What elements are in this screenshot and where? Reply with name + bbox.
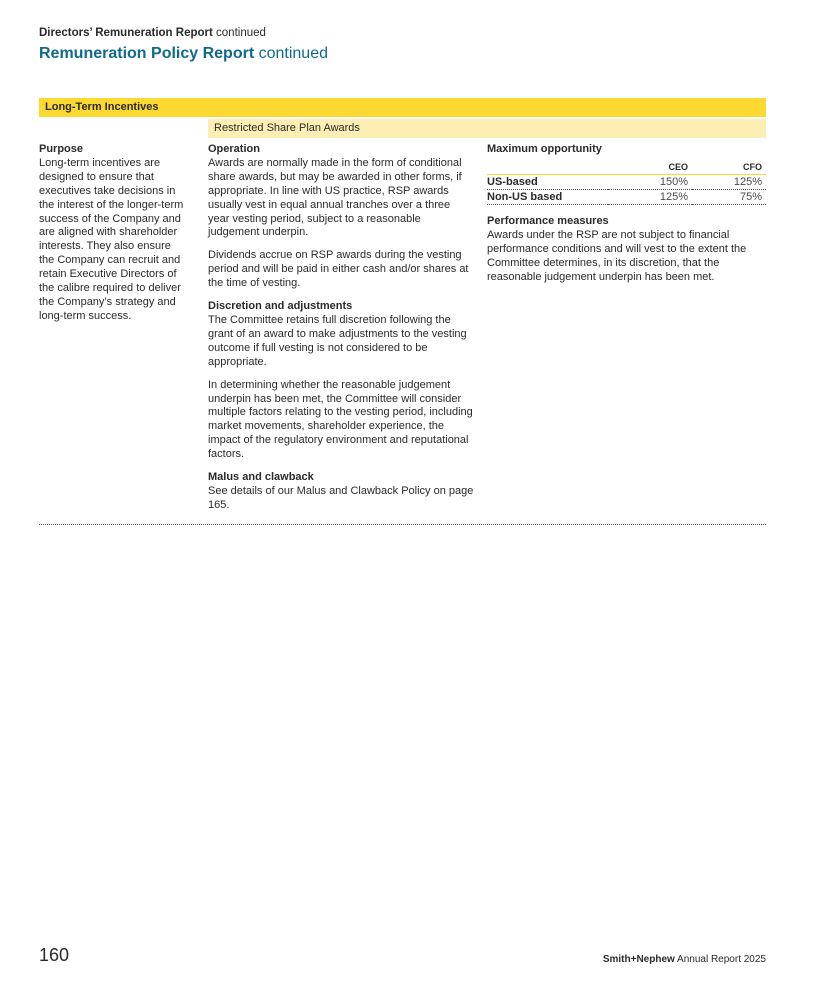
footer-publication (603, 954, 766, 965)
performance-heading: Performance measures (487, 214, 609, 227)
table-row (487, 174, 766, 189)
opportunity-heading: Maximum opportunity (487, 143, 602, 155)
section-header (39, 27, 266, 39)
malus-heading: Malus and clawback (208, 471, 314, 484)
operation-paragraph-1: Awards are normally made in the form of conditional share awards, but may be awarded in other forms, if appropriate. In line with US practice, RSP awards usually vest in equal annual tranches over a three year vesting period, subject to a reasonable judgement underpin. (208, 156, 462, 239)
cfo-column-header: CFO (692, 157, 766, 175)
page-title (39, 45, 328, 63)
ceo-column-header: CEO (608, 157, 692, 175)
purpose-column (39, 143, 189, 324)
ceo-value: 150% (608, 174, 692, 189)
malus-text: See details of our Malus and Clawback Policy on page 165. (208, 484, 474, 511)
page-title-bold: Remuneration Policy Report (39, 45, 255, 62)
performance-text: Awards under the RSP are not subject to financial performance conditions and will vest to the extent the Committee determines, in its discretion, that the reasonable judgement underpin has been met. (487, 228, 747, 283)
opportunity-table-header (487, 157, 766, 175)
purpose-text: Long-term incentives are designed to ensure that executives take decisions in the interest of the longer-term success of the Company and are aligned with shareholder interests. They also ensure the Company can recruit and retain Executive Directors of the calibre required to deliver the Company’s strategy and long-term success. (39, 156, 184, 322)
table-main-label: Long-Term Incentives (45, 101, 159, 113)
page-title-continued: continued (254, 45, 328, 62)
table-row (487, 189, 766, 204)
discretion-heading: Discretion and adjustments (208, 300, 353, 313)
page-number: 160 (39, 945, 70, 965)
operation-heading: Operation (208, 143, 260, 155)
section-header-bold: Directors’ Remuneration Report (39, 27, 213, 39)
footer-report-title: Annual Report 2025 (674, 954, 766, 965)
ceo-value: 125% (608, 189, 692, 204)
operation-paragraph-2: Dividends accrue on RSP awards during the vesting period and will be paid in either cash and/or shares at the time of vesting. (208, 249, 469, 290)
purpose-heading: Purpose (39, 143, 84, 155)
cfo-value: 125% (692, 174, 766, 189)
table-sub-label: Restricted Share Plan Awards (214, 122, 360, 134)
row-label: US-based (487, 174, 608, 189)
section-header-continued: continued (212, 27, 266, 39)
cfo-value: 75% (692, 189, 766, 204)
opportunity-column (487, 143, 765, 284)
discretion-paragraph-2: In determining whether the reasonable judgement underpin has been met, the Committee will consider multiple factors relating to the vesting period, including market movements, shareholder experience, the impact of the regulatory environment and reputational factors. (208, 378, 473, 461)
row-label: Non-US based (487, 189, 608, 204)
opportunity-blank-header (487, 157, 608, 175)
discretion-paragraph-1: The Committee retains full discretion following the grant of an award to make adjustments to the vesting outcome if full vesting is not considered to be appropriate. (208, 313, 467, 368)
opportunity-table (487, 157, 766, 205)
table-bottom-rule (39, 524, 766, 525)
operation-column (208, 143, 474, 513)
footer-brand: Smith+Nephew (602, 954, 675, 965)
